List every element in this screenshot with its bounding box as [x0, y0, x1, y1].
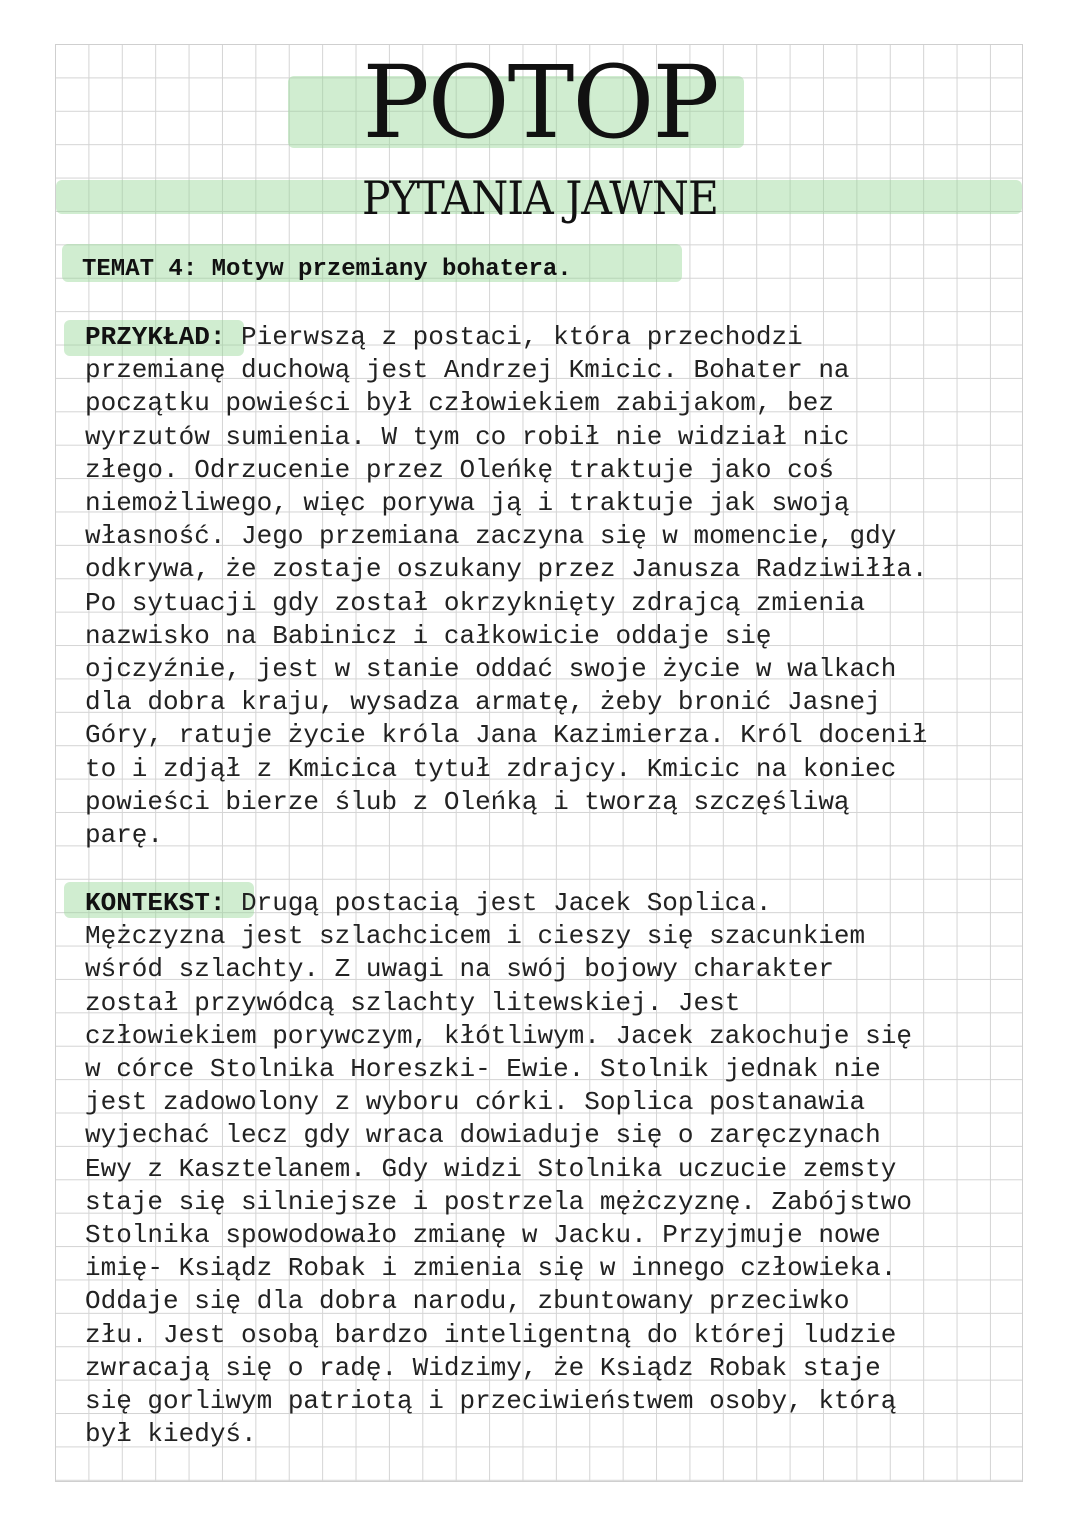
- paragraph-line: Oddaje się dla dobra narodu, zbuntowany przeciwko: [85, 1286, 850, 1317]
- paragraph-line: w córce Stolnika Horeszki- Ewie. Stolnik jednak nie: [85, 1054, 881, 1085]
- paragraph-line: Ewy z Kasztelanem. Gdy widzi Stolnika uczucie zemsty: [85, 1153, 897, 1184]
- paragraph-line: się gorliwym patriotą i przeciwieństwem osoby, którą: [85, 1386, 897, 1417]
- paragraph-line: nazwisko na Babinicz i całkowicie oddaje się: [85, 620, 772, 651]
- paragraph-line: Po sytuacji gdy został okrzyknięty zdrajcą zmienia: [85, 587, 866, 618]
- paragraph-line: ojczyźnie, jest w stanie oddać swoje życie w walkach: [85, 654, 897, 685]
- example-paragraph: [85, 321, 928, 852]
- paragraph-line: staje się silniejsze i postrzela mężczyznę. Zabójstwo: [85, 1186, 912, 1217]
- paragraph-line: wyjechać lecz gdy wraca dowiaduje się o zaręczynach: [85, 1120, 881, 1151]
- paragraph-line: został przywódcą szlachty litewskiej. Jest: [85, 987, 741, 1018]
- paragraph-line: przemianę duchową jest Andrzej Kmicic. Bohater na: [85, 355, 850, 386]
- page-subtitle: PYTANIA JAWNE: [362, 171, 718, 225]
- paragraph-line: Mężczyzna jest szlachcicem i cieszy się szacunkiem: [85, 921, 866, 952]
- context-paragraph: [85, 887, 912, 1451]
- paragraph-line: odkrywa, że zostaje oszukany przez Janusza Radziwiłła.: [85, 554, 928, 585]
- page-title: POTOP: [362, 44, 718, 161]
- paragraph-line: wśród szlachty. Z uwagi na swój bojowy charakter: [85, 954, 834, 985]
- paragraph-line: był kiedyś.: [85, 1419, 257, 1450]
- paragraph-line: to i zdjął z Kmicica tytuł zdrajcy. Kmicic na koniec: [85, 753, 897, 784]
- paragraph-line-text: Drugą postacią jest Jacek Soplica.: [225, 888, 772, 918]
- paragraph-line: zwracają się o radę. Widzimy, że Ksiądz Robak staje: [85, 1352, 881, 1383]
- context-label: KONTEKST:: [85, 888, 226, 918]
- paragraph-line: dla dobra kraju, wysadza armatę, żeby bronić Jasnej: [85, 687, 881, 718]
- example-label: PRZYKŁAD:: [85, 322, 226, 352]
- topic-heading: TEMAT 4: Motyw przemiany bohatera.: [82, 256, 572, 283]
- paragraph-line: złu. Jest osobą bardzo inteligentną do której ludzie: [85, 1319, 897, 1350]
- paragraph-line: Stolnika spowodowało zmianę w Jacku. Przyjmuje nowe: [85, 1220, 881, 1251]
- paragraph-line: Góry, ratuje życie króla Jana Kazimierza. Król docenił: [85, 720, 928, 751]
- paragraph-line: powieści bierze ślub z Oleńką i tworzą szczęśliwą: [85, 786, 850, 817]
- paragraph-line: imię- Ksiądz Robak i zmienia się w innego człowieka.: [85, 1253, 897, 1284]
- paragraph-line: niemożliwego, więc porywa ją i traktuje jak swoją: [85, 488, 850, 519]
- paragraph-line-text: Pierwszą z postaci, która przechodzi: [225, 322, 803, 352]
- paragraph-line: [85, 887, 912, 920]
- paragraph-line: wyrzutów sumienia. W tym co robił nie widział nic: [85, 421, 850, 452]
- paragraph-line: jest zadowolony z wyboru córki. Soplica postanawia: [85, 1087, 866, 1118]
- paragraph-line: własność. Jego przemiana zaczyna się w momencie, gdy: [85, 521, 897, 552]
- paragraph-line: człowiekiem porywczym, kłótliwym. Jacek zakochuje się: [85, 1020, 912, 1051]
- paragraph-line: początku powieści był człowiekiem zabijakom, bez: [85, 388, 834, 419]
- paragraph-line: [85, 321, 928, 354]
- paragraph-line: parę.: [85, 820, 164, 851]
- paragraph-line: złego. Odrzucenie przez Oleńkę traktuje jako coś: [85, 454, 834, 485]
